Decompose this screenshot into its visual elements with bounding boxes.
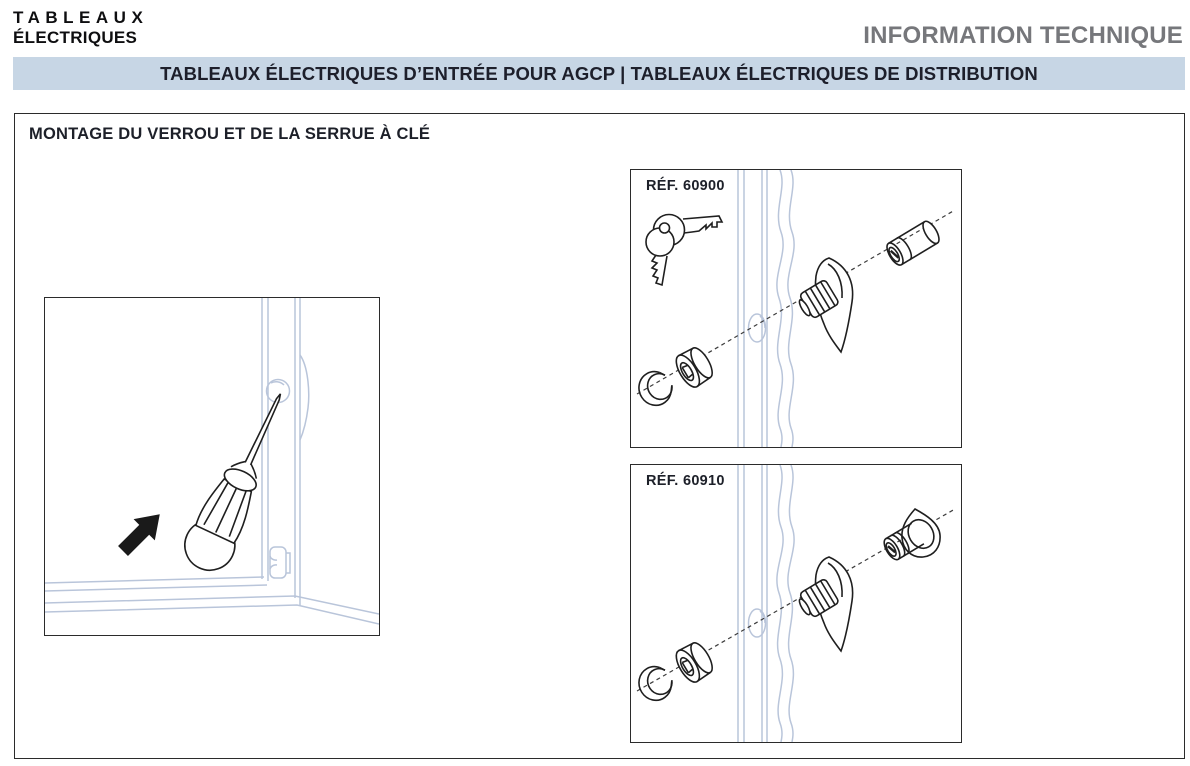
ref-60910-label: RÉF. 60910 <box>646 473 725 489</box>
section-title: MONTAGE DU VERROU ET DE LA SERRUE À CLÉ <box>29 125 431 143</box>
figure-ref-60910 <box>630 464 962 743</box>
content-panel <box>14 113 1185 759</box>
keys-icon <box>646 215 722 286</box>
door-profile <box>738 170 794 447</box>
lock-nut-icon <box>672 639 717 686</box>
arrow-icon <box>112 504 170 562</box>
category-banner-text: TABLEAUX ÉLECTRIQUES D’ENTRÉE POUR AGCP | TABLEAUX ÉLECTRIQUES DE DISTRIBUTION <box>160 62 1038 84</box>
door-screwdriver-drawing <box>45 298 379 635</box>
cam-lever-icon <box>795 557 853 651</box>
lock-assembly-60910-drawing <box>631 465 961 742</box>
lock-cylinder-icon <box>884 219 942 268</box>
door-profile <box>738 465 794 742</box>
lock-nut-icon <box>672 344 717 391</box>
logo-line1: TABLEAUX <box>13 8 149 27</box>
cam-lever-icon <box>795 258 853 352</box>
circlip-icon <box>633 366 677 411</box>
ref-60900-label: RÉF. 60900 <box>646 178 725 194</box>
page-header-title: INFORMATION TECHNIQUE <box>863 22 1183 49</box>
door-outline <box>45 298 379 624</box>
figure-door-screwdriver <box>44 297 380 636</box>
figure-ref-60900 <box>630 169 962 448</box>
screwdriver-icon <box>177 383 303 578</box>
circlip-icon <box>633 661 677 706</box>
logo-line2: ÉLECTRIQUES <box>13 27 138 47</box>
lock-cylinder-flange-icon <box>881 509 940 562</box>
lock-assembly-60900-drawing <box>631 170 961 447</box>
category-banner <box>13 57 1185 90</box>
brand-logo <box>13 8 148 47</box>
